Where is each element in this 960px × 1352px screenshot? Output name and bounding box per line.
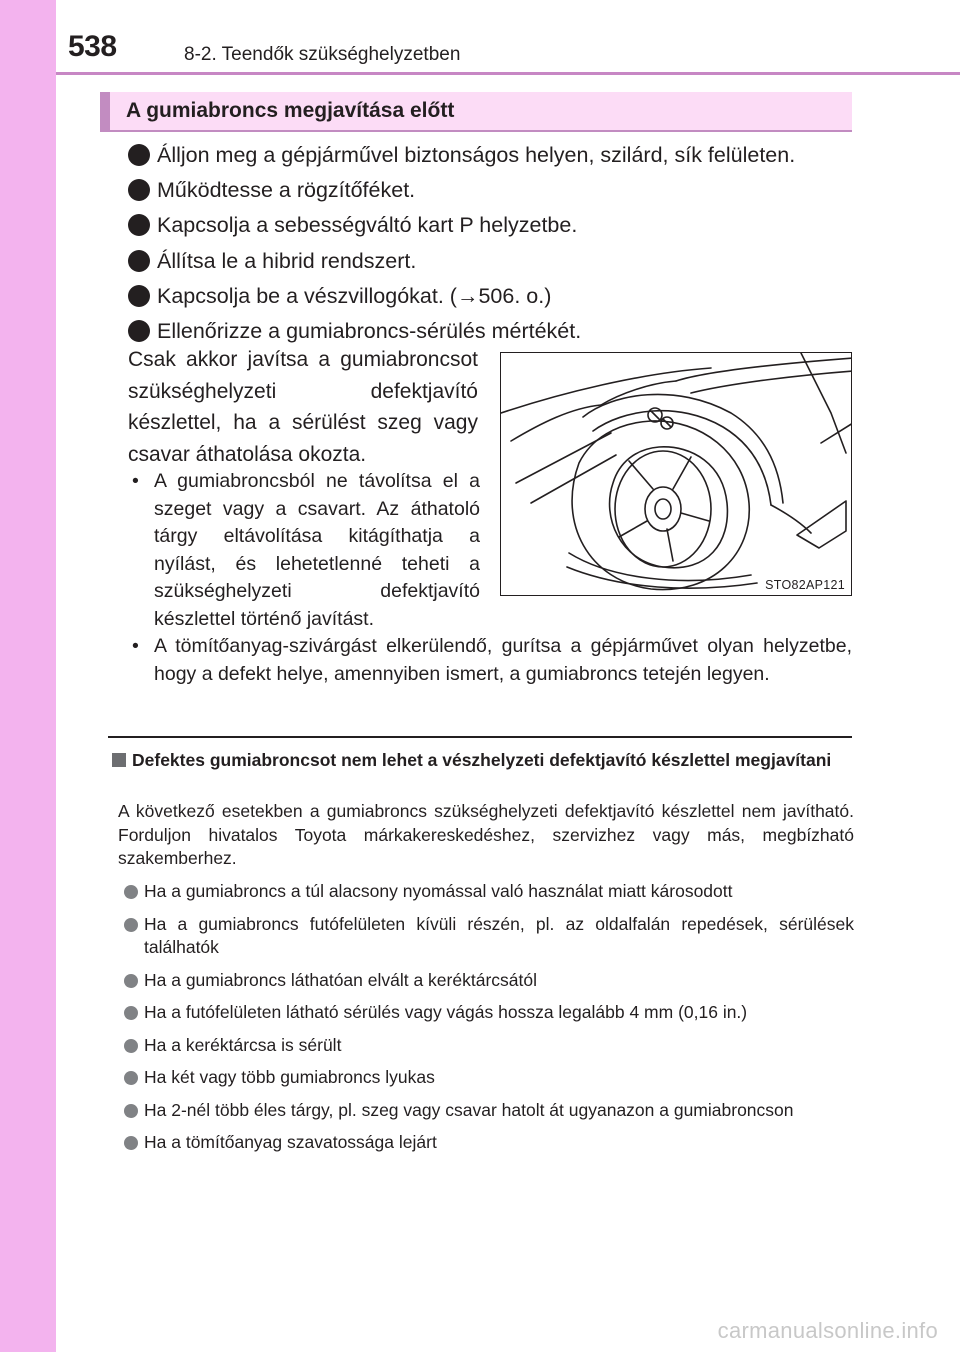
section-heading-box <box>100 92 852 132</box>
condition-list <box>124 880 854 1164</box>
condition-item <box>124 1066 854 1090</box>
bullet-dot-icon <box>128 285 150 307</box>
square-bullet-icon <box>112 753 126 767</box>
chapter-title: 8-2. Teendők szükséghelyzetben <box>184 44 461 65</box>
sub-bullet-item <box>128 633 852 688</box>
checklist-item <box>128 142 868 177</box>
condition-item <box>124 969 854 993</box>
checklist-item <box>128 248 868 283</box>
header-rule <box>56 72 960 75</box>
checklist-item-text: Ellenőrizze a gumiabroncs-sérülés mértékét. <box>157 318 582 343</box>
condition-item <box>124 913 854 960</box>
sub-bullet-text: A tömítőanyag-szivárgást elkerülendő, gurítsa a gépjárművet olyan helyzetbe, hogy a defekt helye, amennyiben ismert, a gumiabroncs tetején legyen. <box>154 635 852 685</box>
checklist-item <box>128 212 868 247</box>
bullet-dot-icon <box>124 974 138 988</box>
checklist-item-text: Álljon meg a gépjárművel biztonságos helyen, szilárd, sík felületen. <box>157 143 796 167</box>
sub-bullet-mark: • <box>132 635 139 657</box>
note-heading <box>112 748 854 772</box>
sub-bullet-mark: • <box>132 470 139 492</box>
bullet-dot-icon <box>128 144 150 166</box>
condition-text: Ha 2-nél több éles tárgy, pl. szeg vagy csavar hatolt át ugyanazon a gumiabroncson <box>144 1099 794 1120</box>
sub-bullet-text: A gumiabroncsból ne távolítsa el a szeget vagy a csavart. Az áthatoló tárgy eltávolítása kitágíthatja a nyílást, és lehetetlenné teheti a szükséghelyzeti defektjavító készlettel történő javítást. <box>154 470 480 630</box>
condition-text: Ha a tömítőanyag szavatossága lejárt <box>144 1132 437 1152</box>
condition-item <box>124 1001 854 1025</box>
bullet-dot-icon <box>124 1071 138 1085</box>
section-divider <box>108 736 852 738</box>
bullet-dot-icon <box>124 1104 138 1118</box>
car-wheel-drawing <box>501 353 852 596</box>
condition-item <box>124 1131 854 1155</box>
condition-text: Ha a futófelületen látható sérülés vagy vágás hossza legalább 4 mm (0,16 in.) <box>144 1002 748 1022</box>
checklist <box>128 142 868 353</box>
repair-condition-paragraph: Csak akkor javítsa a gumiabroncsot szükséghelyzeti defektjavító készlettel, ha a sérülést szeg vagy csavar áthatolása okozta. <box>128 348 478 467</box>
checklist-item-text: Kapcsolja be a vészvillogókat. (→506. o.) <box>157 283 552 308</box>
flat-tire-illustration <box>500 352 852 596</box>
bullet-dot-icon <box>128 179 150 201</box>
checklist-item <box>128 177 868 212</box>
bullet-dot-icon <box>124 1006 138 1020</box>
bullet-dot-icon <box>128 214 150 236</box>
bullet-dot-icon <box>124 1039 138 1053</box>
section-title: A gumiabroncs megjavítása előtt <box>126 99 455 122</box>
figure-code: STO82AP121 <box>765 578 845 592</box>
page-number: 538 <box>68 30 117 63</box>
condition-text: Ha a keréktárcsa is sérült <box>144 1034 342 1055</box>
condition-item <box>124 1034 854 1058</box>
condition-item <box>124 880 854 904</box>
checklist-item-text: Állítsa le a hibrid rendszert. <box>157 248 417 273</box>
condition-text: Ha a gumiabroncs a túl alacsony nyomással való használat miatt károsodott <box>144 881 733 901</box>
watermark: carmanualsonline.info <box>717 1318 938 1343</box>
checklist-item <box>128 283 868 318</box>
bullet-dot-icon <box>124 918 138 932</box>
bullet-dot-icon <box>124 1136 138 1150</box>
checklist-item-text: Kapcsolja a sebességváltó kart P helyzetbe. <box>157 213 578 238</box>
sub-bullet-item <box>128 468 480 633</box>
bullet-dot-icon <box>128 250 150 272</box>
condition-text: Ha a gumiabroncs futófelületen kívüli részén, pl. az oldalfalán repedések, sérülések találhatók <box>144 913 854 957</box>
note-heading-text: Defektes gumiabroncsot nem lehet a vészhelyzeti defektjavító készlettel megjavítani <box>132 750 832 770</box>
checklist-item-text: Működtesse a rögzítőféket. <box>157 178 416 203</box>
note-intro: A következő esetekben a gumiabroncs szükséghelyzeti defektjavító készlettel nem javítható. Forduljon hivatalos Toyota márkakereskedéshez, szervizhez vagy más, megbízható szakemberhez. <box>118 801 854 868</box>
bullet-dot-icon <box>124 885 138 899</box>
side-band <box>0 0 56 1352</box>
condition-item <box>124 1099 854 1123</box>
condition-text: Ha a gumiabroncs láthatóan elvált a keréktárcsától <box>144 969 537 990</box>
condition-text: Ha két vagy több gumiabroncs lyukas <box>144 1067 435 1087</box>
bullet-dot-icon <box>128 320 150 342</box>
